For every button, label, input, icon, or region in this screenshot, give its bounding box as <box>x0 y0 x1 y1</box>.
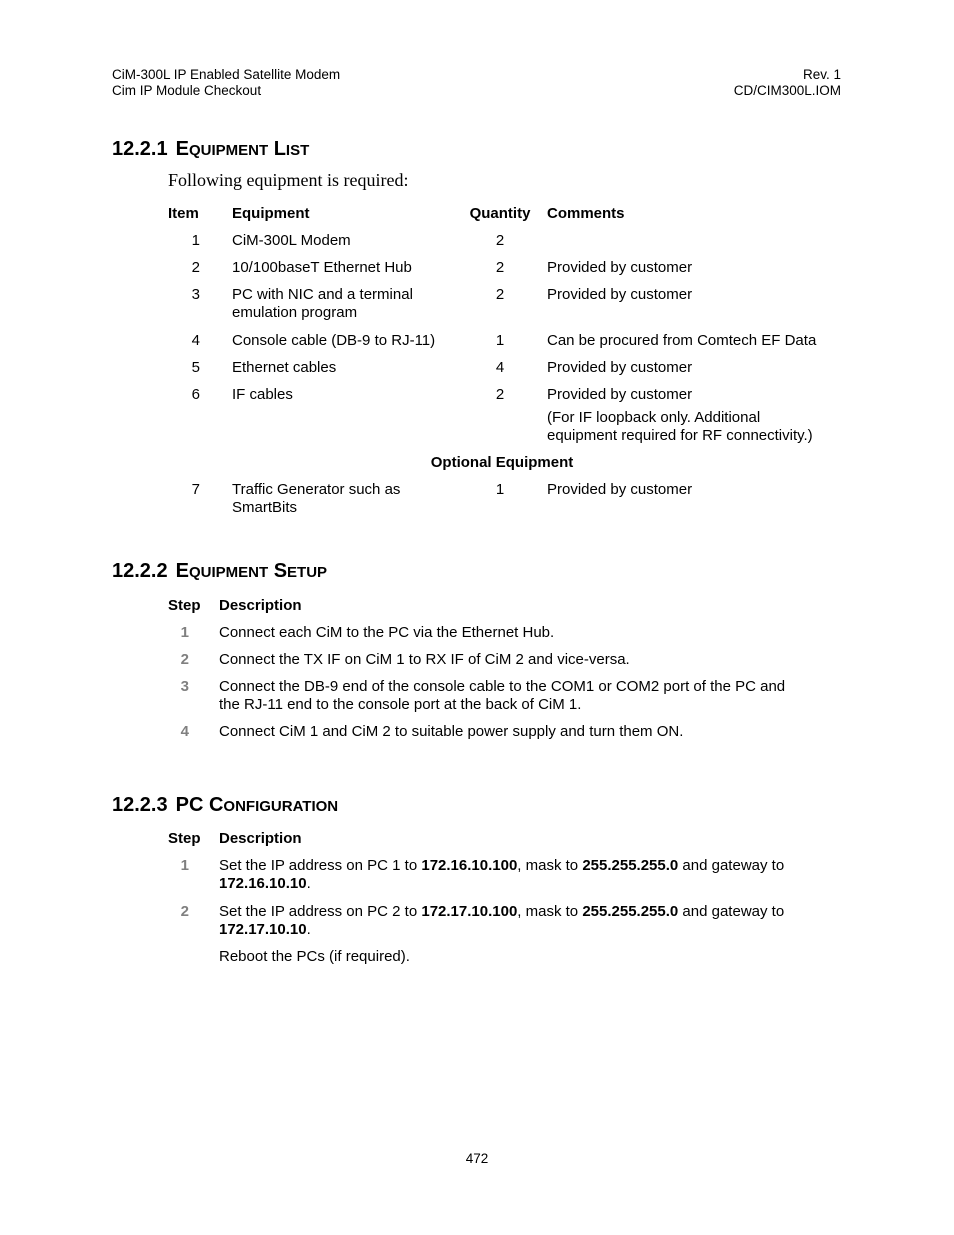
section-number: 12.2.3 <box>112 794 168 816</box>
page-number: 472 <box>465 1151 489 1166</box>
gateway-address: 172.16.10.10 <box>219 875 307 892</box>
header-doc-code: CD/CIM300L.IOM <box>733 83 841 98</box>
subnet-mask: 255.255.255.0 <box>582 857 679 874</box>
section-heading-pc-configuration: 12.2.3 PC CONFIGURATION <box>112 794 339 816</box>
ip-address: 172.16.10.100 <box>421 857 518 874</box>
header-chapter-title: Cim IP Module Checkout <box>112 83 262 98</box>
col-header-description: Description <box>219 830 302 847</box>
header-left <box>112 67 340 99</box>
section-heading-equipment-list: 12.2.1 EQUIPMENT LIST <box>112 138 310 160</box>
header-revision: Rev. 1 <box>802 67 841 82</box>
optional-equipment-label: Optional Equipment <box>430 454 574 471</box>
subnet-mask: 255.255.255.0 <box>582 903 679 920</box>
if-cables-note: (For IF loopback only. Additional equipment required for RF connectivity.) <box>547 409 813 444</box>
header-right <box>734 67 841 99</box>
header-product-title: CiM-300L IP Enabled Satellite Modem <box>112 67 341 82</box>
col-header-comments: Comments <box>547 205 625 222</box>
section-number: 12.2.2 <box>112 560 168 582</box>
section-number: 12.2.1 <box>112 138 168 160</box>
section-heading-equipment-setup: 12.2.2 EQUIPMENT SETUP <box>112 560 328 582</box>
col-header-description: Description <box>219 597 302 614</box>
equipment-intro-text: Following equipment is required: <box>168 170 409 190</box>
col-header-step: Step <box>168 830 201 847</box>
gateway-address: 172.17.10.10 <box>219 921 307 938</box>
col-header-step: Step <box>168 597 201 614</box>
ip-address: 172.17.10.100 <box>421 903 518 920</box>
col-header-item: Item <box>168 205 199 222</box>
document-page: CiM-300L IP Enabled Satellite Modem Cim IP Module Checkout Rev. 1 CD/CIM300L.IOM 12.2.1 EQUIPMENT LIST Following equipment is required: Item Equipment Quantity Comments 1 CiM-300L Modem 2 2 10/100baseT Ethernet Hub 2 Provided by customer 3 PC with NIC and a terminal emulation program 2 Provided by customer 4 Console cable (DB-9 to RJ-11) 1 Can be procured from Comtech EF Data 5 Ethernet cables 4 Provided by customer 6 IF cables 2 Provided by customer (For IF loopback only. Additional equipment required for RF connectivity.) Optional Equipment 7 Traffic Generator such as SmartBits 1 Provided by customer 12.2.2 EQUIPMENT SETUP Step Description 1 Connect each CiM to the PC via the Ethernet Hub. 2 Connect the TX IF on CiM 1 to RX IF of CiM 2 and vice-versa. 3 Connect the DB-9 end of the console cable to the COM1 or COM2 port of the PC and the RJ-11 end to the console port at the back of CiM 1. 4 Connect CiM 1 and CiM 2 to suitable power supply and turn them ON. 12.2.3 PC CONFIGURATION Step Description 1 Set the IP address on PC 1 to 172.16.10.100, mask to 255.255.255.0 and gateway to 172.16.10.10. 2 Set the IP address on PC 2 to 172.17.10.100, mask to 255.255.255.0 and gateway to 172.17.10.10. Reboot the PCs (if required). 472 <box>0 0 954 1235</box>
col-header-equipment: Equipment <box>232 205 310 222</box>
col-header-quantity: Quantity <box>469 205 531 222</box>
